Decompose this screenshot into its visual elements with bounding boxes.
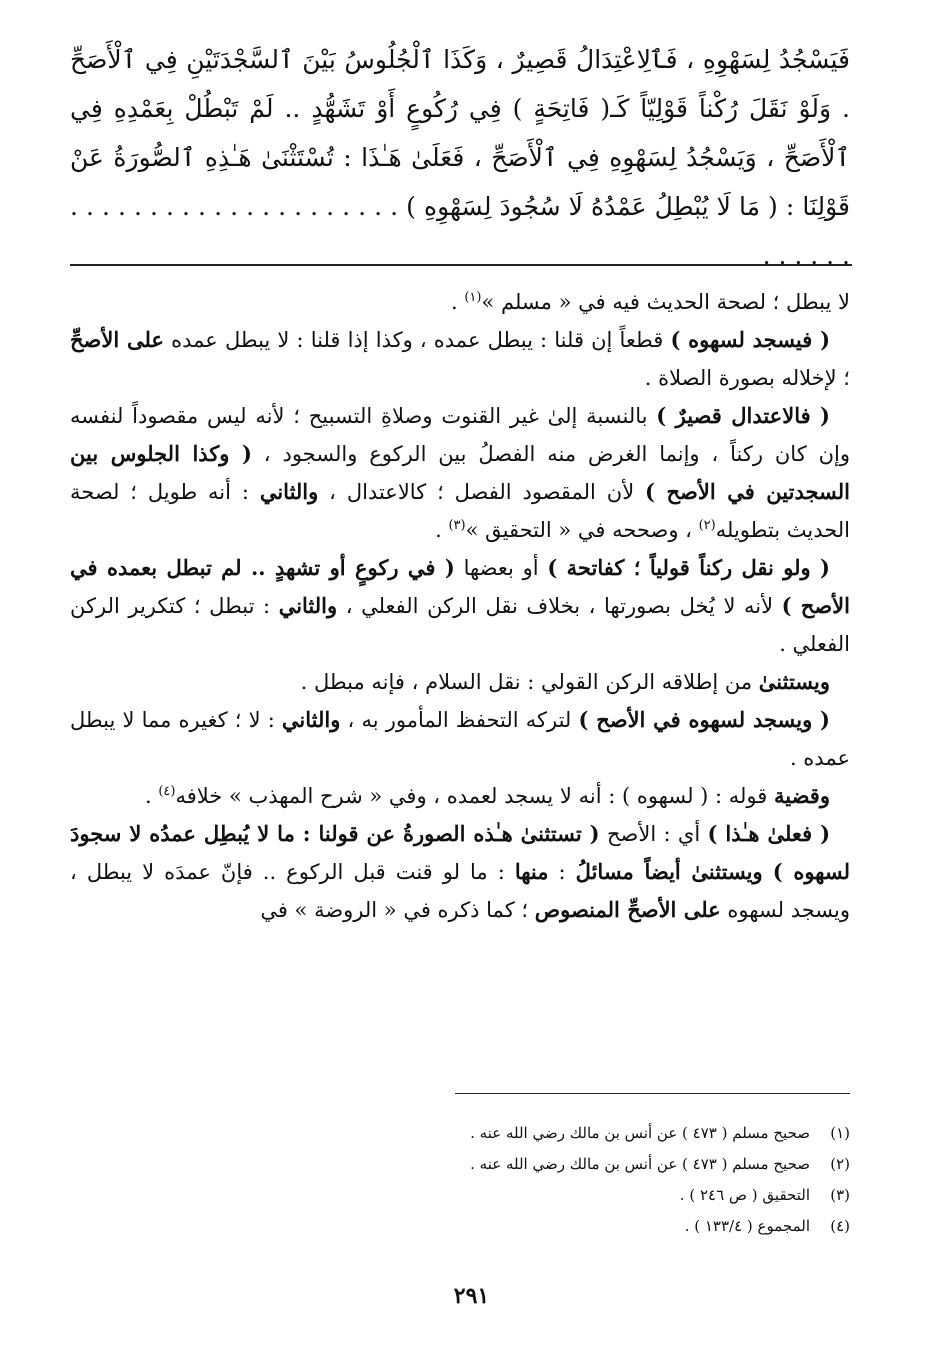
- keyword: والثاني: [281, 707, 341, 732]
- commentary-paragraph: [70, 397, 850, 549]
- keyword: ويستثنىٰ: [758, 669, 830, 694]
- matn-quote: ( في ركوعٍ أو تشهدٍ .. لم تبطل بعمده في الأصح ): [70, 555, 850, 618]
- matn-quote: ( وكذا الجلوس بين السجدتين في الأصح ): [70, 441, 850, 504]
- footnote-number: (٤): [830, 1217, 850, 1235]
- matn-quote: ( ولو نقل ركناً قولياً ؛ كفاتحة ): [547, 555, 830, 580]
- matn-quote: ( فالاعتدال قصيرٌ ): [656, 403, 830, 428]
- commentary-paragraph: [70, 663, 850, 701]
- keyword: ويستثنىٰ أيضاً مسائلُ: [575, 859, 763, 884]
- commentary-text: من إطلاقه الركن القولي : نقل السلام ، فإنه مبطل .: [300, 670, 759, 694]
- footnote-text: صحيح مسلم ( ٤٧٣ ) عن أنس بن مالك رضي الله عنه .: [470, 1155, 810, 1173]
- footnote-text: صحيح مسلم ( ٤٧٣ ) عن أنس بن مالك رضي الله عنه .: [470, 1124, 810, 1142]
- footnote-ref: (٤): [158, 784, 176, 799]
- commentary-text: لتركه التحفظ المأمور به ،: [340, 708, 579, 732]
- page-number: ٢٩١: [453, 1283, 490, 1309]
- commentary-text: : لا ؛ كغيره مما لا يبطل عمده .: [70, 708, 850, 770]
- keyword: وقضية: [774, 783, 830, 808]
- commentary-paragraph: [70, 283, 850, 321]
- matn-quote: ( تستثنىٰ هـٰذه الصورةُ عن قولنا : ما لا يُبطِل عمدُه لا سجودَ لسهوه ): [70, 821, 850, 884]
- commentary-paragraph: [70, 549, 850, 663]
- footnote-ref: (٢): [698, 518, 716, 533]
- footnote-ref: (٣): [448, 518, 466, 533]
- commentary-text: :: [548, 860, 576, 884]
- commentary-text: أي : الأصح: [599, 822, 708, 846]
- footnote-number: (١): [830, 1124, 850, 1142]
- commentary-paragraph: [70, 701, 850, 777]
- footnotes: [330, 1118, 850, 1242]
- matn-quote: على الأصحِّ المنصوص: [534, 897, 721, 922]
- commentary-text: .: [450, 290, 465, 314]
- commentary-paragraph: [70, 321, 850, 397]
- footnote: [330, 1211, 850, 1242]
- matn-quote: على الأصحِّ: [70, 327, 164, 352]
- commentary-text: .: [435, 518, 449, 542]
- commentary-text: : ما لو قنت قبل الركوع .. فإنّ عمدَه لا يبطل ، ويسجد لسهوه: [70, 860, 850, 922]
- commentary-text: أو بعضها: [454, 556, 548, 580]
- footnote-number: (٢): [830, 1155, 850, 1173]
- footnote: [330, 1149, 850, 1180]
- footnote-separator-rule: [455, 1093, 850, 1094]
- matn-quote: ( فيسجد لسهوه ): [670, 327, 831, 352]
- matn-text: فَيَسْجُدُ لِسَهْوِهِ ، فَٱلِاعْتِدَالُ قَصِيرٌ ، وَكَذَا ٱلْجُلُوسُ بَيْنَ ٱلسَّجْدَتَيْنِ فِي ٱلْأَصَحِّ . وَلَوْ نَقَلَ رُكْناً قَوْلِيّاً كَـ( فَاتِحَةٍ ) فِي رُكُوعٍ أَوْ تَشَهُّدٍ .. لَمْ تَبْطُلْ بِعَمْدِهِ فِي ٱلْأَصَحِّ ، وَيَسْجُدُ لِسَهْوِهِ فِي ٱلْأَصَحِّ ، فَعَلَىٰ هَـٰذَا : تُسْتَثْنَىٰ هَـٰذِهِ ٱلصُّورَةُ عَنْ قَوْلِنَا : ( مَا لَا يُبْطِلُ عَمْدُهُ لَا سُجُودَ لِسَهْوِهِ ) .: [70, 45, 850, 221]
- keyword: منها: [514, 859, 549, 884]
- commentary-text: لا يبطل ؛ لصحة الحديث فيه في « مسلم »: [481, 290, 850, 314]
- matn-separator-rule: [70, 264, 852, 266]
- matn-quote: ( فعلىٰ هـٰذا ): [707, 821, 831, 846]
- matn-quote: ( ويسجد لسهوه في الأصح ): [578, 707, 830, 732]
- commentary-text: ؛ كما ذكره في « الروضة » في: [260, 898, 535, 922]
- footnote-text: التحقيق ( ص ٢٤٦ ) .: [679, 1186, 810, 1204]
- keyword: والثاني: [278, 593, 338, 618]
- footnote: [330, 1118, 850, 1149]
- commentary-text: .: [144, 784, 159, 808]
- keyword: والثاني: [259, 479, 319, 504]
- commentary-text: [763, 860, 773, 884]
- commentary-text: ، وصححه في « التحقيق »: [465, 518, 699, 542]
- footnote-ref: (١): [464, 290, 482, 305]
- commentary-paragraph: [70, 815, 850, 929]
- commentary-text: بالنسبة إلىٰ غير القنوت وصلاةِ التسبيح ؛ لأنه ليس مقصوداً لنفسه وإن كان ركناً ، وإنما الغرض منه الفصلُ بين الركوع والسجود ،: [70, 404, 850, 466]
- commentary-block: [70, 283, 850, 929]
- commentary-text: قطعاً إن قلنا : يبطل عمده ، وكذا إذا قلنا : لا يبطل عمده: [163, 328, 671, 352]
- matn-dots: . . . . . . . . . . . . . . . . . . . . . . . . . .: [70, 192, 850, 270]
- footnote-number: (٣): [830, 1186, 850, 1204]
- footnote: [330, 1180, 850, 1211]
- footnote-text: المجموع ( ١٣٣/٤ ) .: [684, 1217, 810, 1235]
- commentary-text: : تبطل ؛ كتكرير الركن الفعلي .: [70, 594, 850, 656]
- commentary-text: لأنه لا يُخل بصورتها ، بخلاف نقل الركن الفعلي ،: [337, 594, 782, 618]
- commentary-text: : أنه طويل ؛ لصحة الحديث بتطويله: [70, 480, 850, 542]
- commentary-text: ؛ لإخلاله بصورة الصلاة .: [644, 366, 850, 390]
- commentary-text: لأن المقصود الفصل ؛ كالاعتدال ،: [318, 480, 646, 504]
- matn-text-block: [70, 35, 850, 280]
- commentary-text: قوله : ( لسهوه ) : أنه لا يسجد لعمده ، وفي « شرح المهذب » خلافه: [175, 784, 774, 808]
- commentary-paragraph: [70, 777, 850, 815]
